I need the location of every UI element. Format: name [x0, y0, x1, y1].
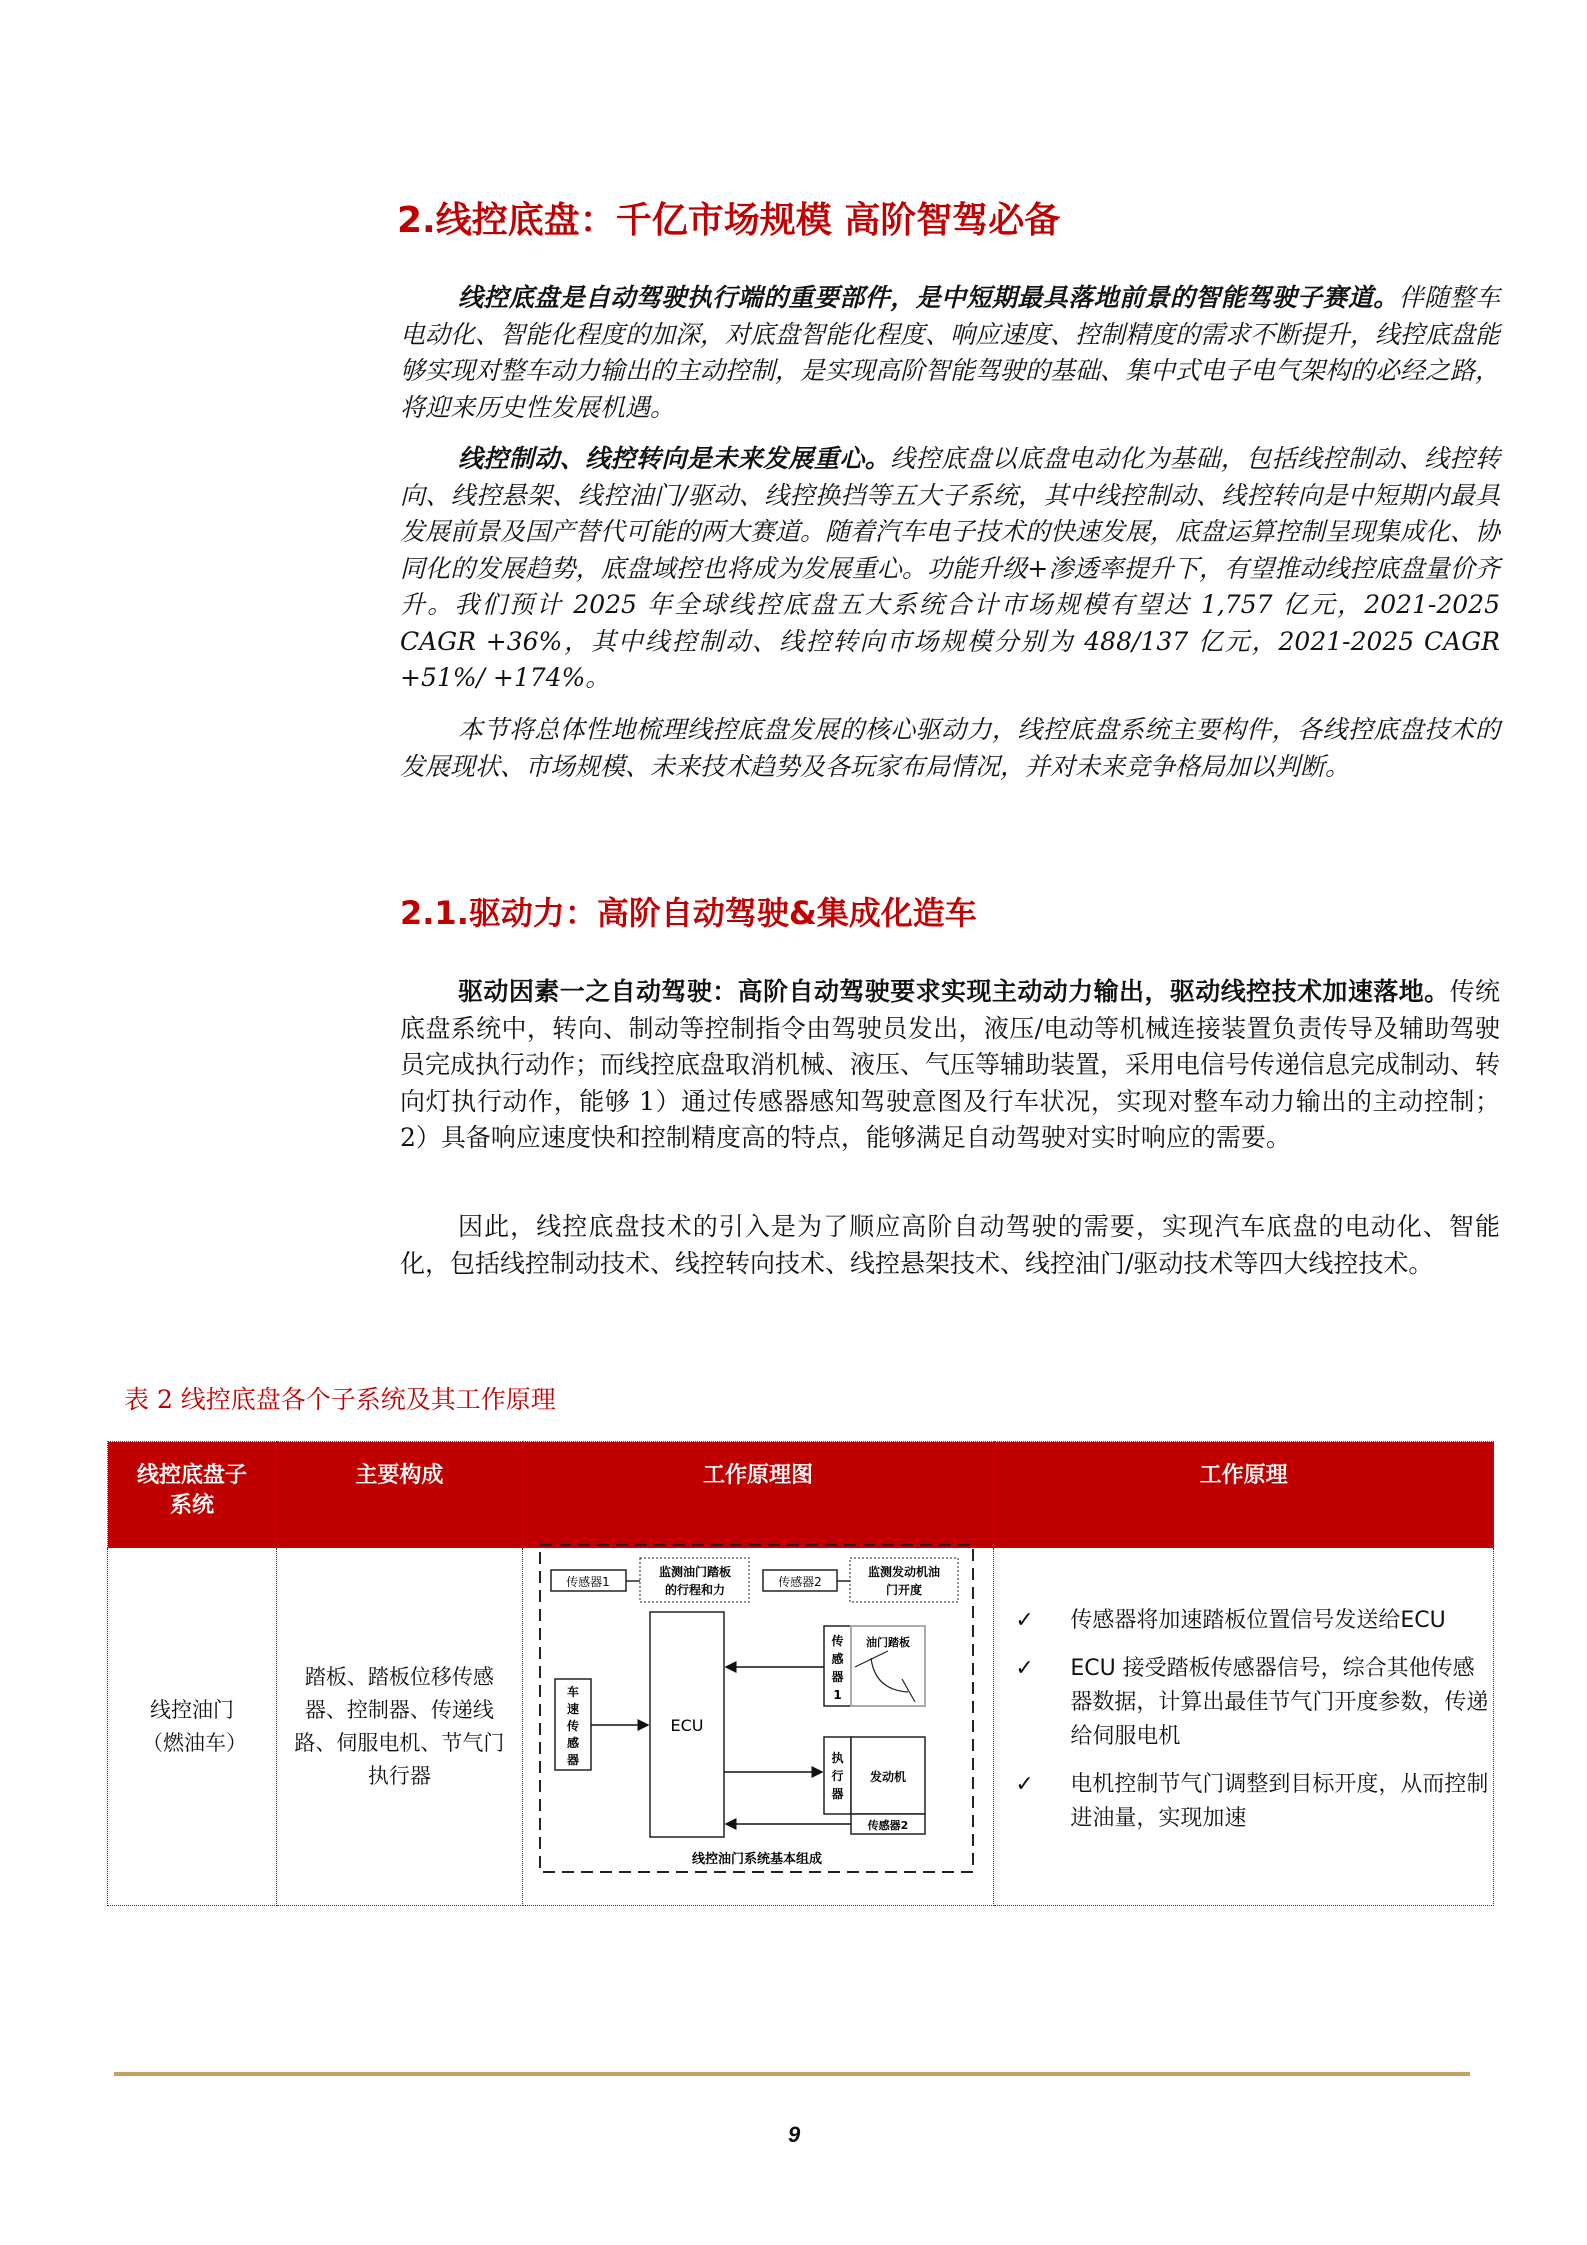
principle-list: [995, 1604, 1492, 1836]
vertical-char: 行: [831, 1769, 844, 1783]
actuator-label: [830, 1750, 843, 1801]
table-caption: 表 2 线控底盘各个子系统及其工作原理: [124, 1385, 556, 1414]
vertical-char: 速: [566, 1702, 580, 1716]
throttle-diagram: [520, 1530, 1000, 1890]
cell-subsystem: 线控油门（燃油车）: [108, 1548, 277, 1906]
sensor2-label: 传感器2: [778, 1575, 822, 1589]
vertical-char: 器: [566, 1753, 580, 1767]
cell-principles: [994, 1548, 1494, 1906]
vertical-char: 器: [831, 1787, 844, 1801]
engine-sensor-label: 传感器2: [867, 1819, 909, 1832]
paragraph-1: [400, 280, 1500, 426]
subsection-heading: 2.1.驱动力：高阶自动驾驶&集成化造车: [400, 894, 977, 932]
sensor1-note: 监测油门踏板: [658, 1565, 732, 1579]
page-number: 9: [788, 2122, 801, 2147]
vertical-char: 传: [831, 1634, 844, 1648]
vertical-char: 车: [566, 1685, 580, 1699]
principle-text: 电机控制节气门调整到目标开度，从而控制进油量，实现加速: [1070, 1771, 1489, 1831]
sensor1-note: 的行程和力: [664, 1583, 726, 1597]
vertical-char: 执: [831, 1751, 844, 1765]
list-item: [1015, 1604, 1492, 1638]
paragraph-2-lead: 线控制动、线控转向是未来发展重心。: [458, 444, 891, 473]
checkmark-icon: ✓: [1015, 1655, 1034, 1681]
principle-text: ECU 接受踏板传感器信号，综合其他传感器数据，计算出最佳节气门开度参数，传递给伺服电机: [1070, 1655, 1489, 1749]
sensor1-label: 传感器1: [566, 1575, 610, 1589]
pedal-label: 油门踏板: [866, 1636, 910, 1649]
vertical-char: 1: [833, 1688, 842, 1702]
paragraph-4-body: 传统底盘系统中，转向、制动等控制指令由驾驶员发出，液压/电动等机械连接装置负责传导及辅助驾驶员完成执行动作；而线控底盘取消机械、液压、气压等辅助装置，采用电信号传递信息完成制动、转向灯执行动作，能够 1）通过传感器感知驾驶意图及行车状况，实现对整车动力输出的主动控制；2）具备响应速度快和控制精度高的特点，能够满足自动驾驶对实时响应的需要。: [400, 977, 1501, 1152]
vertical-char: 感: [831, 1652, 844, 1666]
paragraph-5: 因此，线控底盘技术的引入是为了顺应高阶自动驾驶的需要，实现汽车底盘的电动化、智能化，包括线控制动技术、线控转向技术、线控悬架技术、线控油门/驱动技术等四大线控技术。: [400, 1212, 1500, 1278]
vertical-char: 感: [566, 1736, 580, 1750]
paragraph-3: 本节将总体性地梳理线控底盘发展的核心驱动力，线控底盘系统主要构件，各线控底盘技术的发展现状、市场规模、未来技术趋势及各玩家布局情况，并对未来竞争格局加以判断。: [400, 715, 1500, 781]
header-diagram: 工作原理图: [522, 1442, 994, 1548]
speed-sensor-label: [566, 1684, 579, 1767]
engine-label: 发动机: [869, 1770, 907, 1784]
sensor1-box: [551, 1570, 626, 1591]
footer-divider: [114, 2072, 1470, 2076]
sensor2-note: 门开度: [885, 1583, 923, 1597]
checkmark-icon: ✓: [1015, 1771, 1034, 1797]
cell-components: 踏板、踏板位移传感器、控制器、传递线路、伺服电机、节气门执行器: [276, 1548, 522, 1906]
paragraph-1-body: 伴随整车电动化、智能化程度的加深，对底盘智能化程度、响应速度、控制精度的需求不断提升，线控底盘能够实现对整车动力输出的主动控制，是实现高阶智能驾驶的基础、集中式电子电气架构的必经之路，将迎来历史性发展机遇。: [400, 283, 1501, 422]
header-principle: 工作原理: [994, 1442, 1494, 1548]
vertical-char: 器: [831, 1670, 844, 1684]
principle-text: 传感器将加速踏板位置信号发送给ECU: [1070, 1607, 1446, 1633]
paragraph-4-lead: 驱动因素一之自动驾驶：高阶自动驾驶要求实现主动动力输出，驱动线控技术加速落地。: [458, 977, 1450, 1006]
vertical-char: 传: [566, 1719, 580, 1733]
paragraph-2: [400, 441, 1500, 697]
list-item: [1015, 1768, 1492, 1836]
sensor2-note: 监测发动机油: [867, 1565, 941, 1579]
section-heading: 2.线控底盘：千亿市场规模 高阶智驾必备: [397, 200, 1061, 241]
paragraph-4: [400, 974, 1500, 1157]
ecu-label: ECU: [670, 1716, 704, 1735]
paragraph-2-body: 线控底盘以底盘电动化为基础，包括线控制动、线控转向、线控悬架、线控油门/驱动、线控换挡等五大子系统，其中线控制动、线控转向是中短期内最具发展前景及国产替代可能的两大赛道。随着汽车电子技术的快速发展，底盘运算控制呈现集成化、协同化的发展趋势，底盘域控也将成为发展重心。功能升级+渗透率提升下，有望推动线控底盘量价齐升。我们预计 2025 年全球线控底盘五大系统合计市场规模有望达 1,757 亿元，2021-2025 CAGR +36%，其中线控制动、线控转向市场规模分别为 488/137 亿元，2021-2025 CAGR +51%/ +174%。: [400, 444, 1501, 692]
header-components: 主要构成: [276, 1442, 522, 1548]
diagram-caption: 线控油门系统基本组成: [691, 1852, 823, 1867]
paragraph-1-lead: 线控底盘是自动驾驶执行端的重要部件，是中短期最具落地前景的智能驾驶子赛道。: [458, 283, 1399, 312]
checkmark-icon: ✓: [1015, 1607, 1034, 1633]
header-subsystem: 线控底盘子系统: [108, 1442, 277, 1548]
list-item: [1015, 1652, 1492, 1754]
